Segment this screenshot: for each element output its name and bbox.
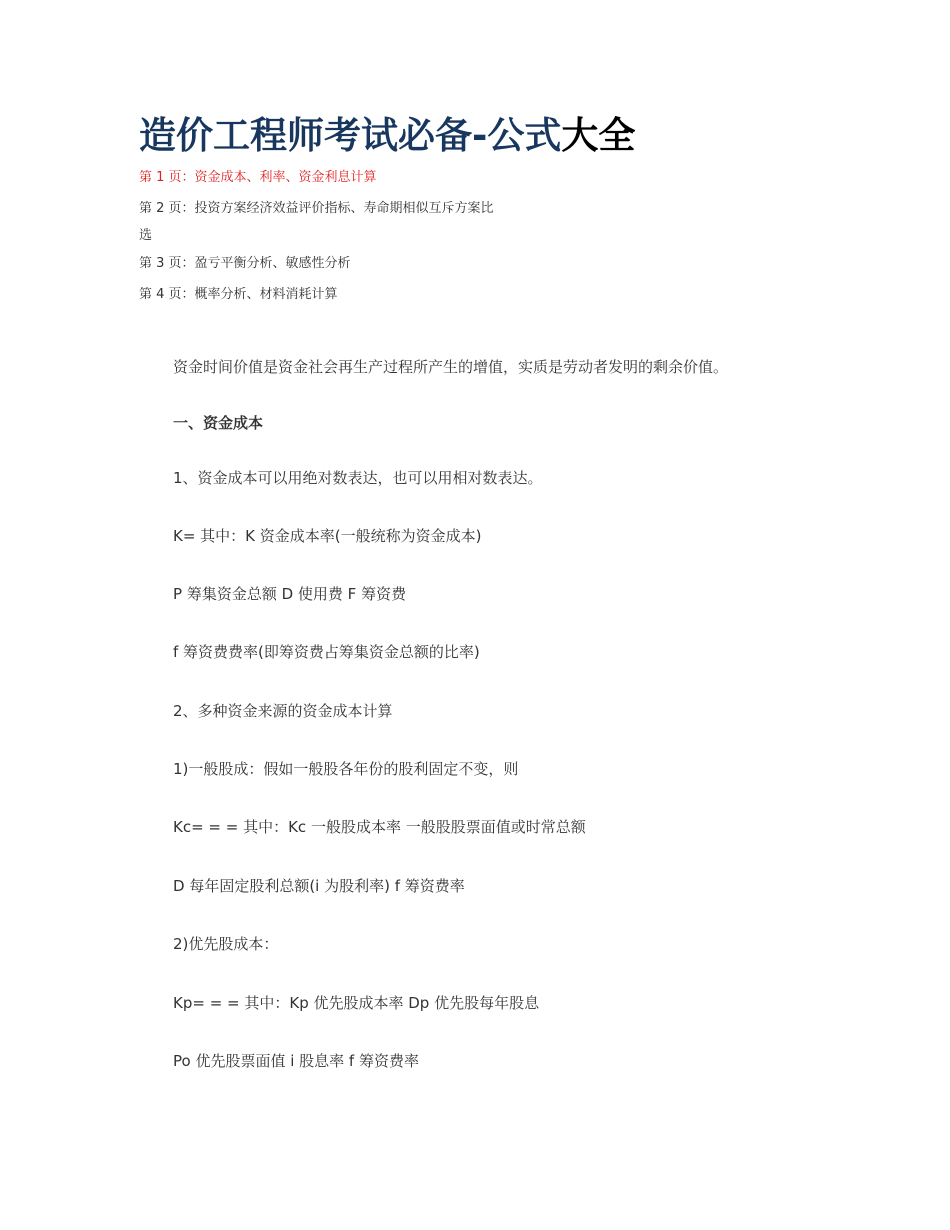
paragraph: 2、多种资金来源的资金成本计算: [173, 702, 393, 720]
toc-item-page-2[interactable]: 第 2 页：投资方案经济效益评价指标、寿命期相似互斥方案比: [139, 201, 494, 216]
title-main: 造价工程师考试必备-公式: [139, 114, 562, 157]
toc-item-page-2-continued[interactable]: 选: [139, 228, 153, 243]
toc-item-page-4[interactable]: 第 4 页：概率分析、材料消耗计算: [139, 287, 338, 302]
intro-paragraph: 资金时间价值是资金社会再生产过程所产生的增值，实质是劳动者发明的剩余价值。: [173, 358, 729, 376]
formula-line: K= 其中：K 资金成本率(一般统称为资金成本): [173, 527, 482, 545]
formula-line: D 每年固定股利总额(i 为股利率) f 筹资费率: [173, 877, 465, 895]
formula-line: Kp= = = 其中：Kp 优先股成本率 Dp 优先股每年股息: [173, 994, 540, 1012]
paragraph: 1)一般股成：假如一般股各年份的股利固定不变，则: [173, 760, 519, 778]
section-heading-capital-cost: 一、资金成本: [173, 414, 264, 432]
formula-line: Po 优先股票面值 i 股息率 f 筹资费率: [173, 1052, 419, 1070]
paragraph: 1、资金成本可以用绝对数表达，也可以用相对数表达。: [173, 469, 543, 487]
formula-line: f 筹资费费率(即筹资费占筹集资金总额的比率): [173, 643, 480, 661]
title-end: 大全: [561, 114, 636, 157]
paragraph: 2)优先股成本：: [173, 935, 279, 953]
toc-item-page-1[interactable]: 第 1 页：资金成本、利率、资金利息计算: [139, 170, 377, 185]
toc-item-page-3[interactable]: 第 3 页：盈亏平衡分析、敏感性分析: [139, 256, 351, 271]
page-title: [139, 112, 635, 160]
formula-line: P 筹集资金总额 D 使用费 F 筹资费: [173, 585, 407, 603]
formula-line: Kc= = = 其中：Kc 一般股成本率 一般股股票面值或时常总额: [173, 818, 586, 836]
